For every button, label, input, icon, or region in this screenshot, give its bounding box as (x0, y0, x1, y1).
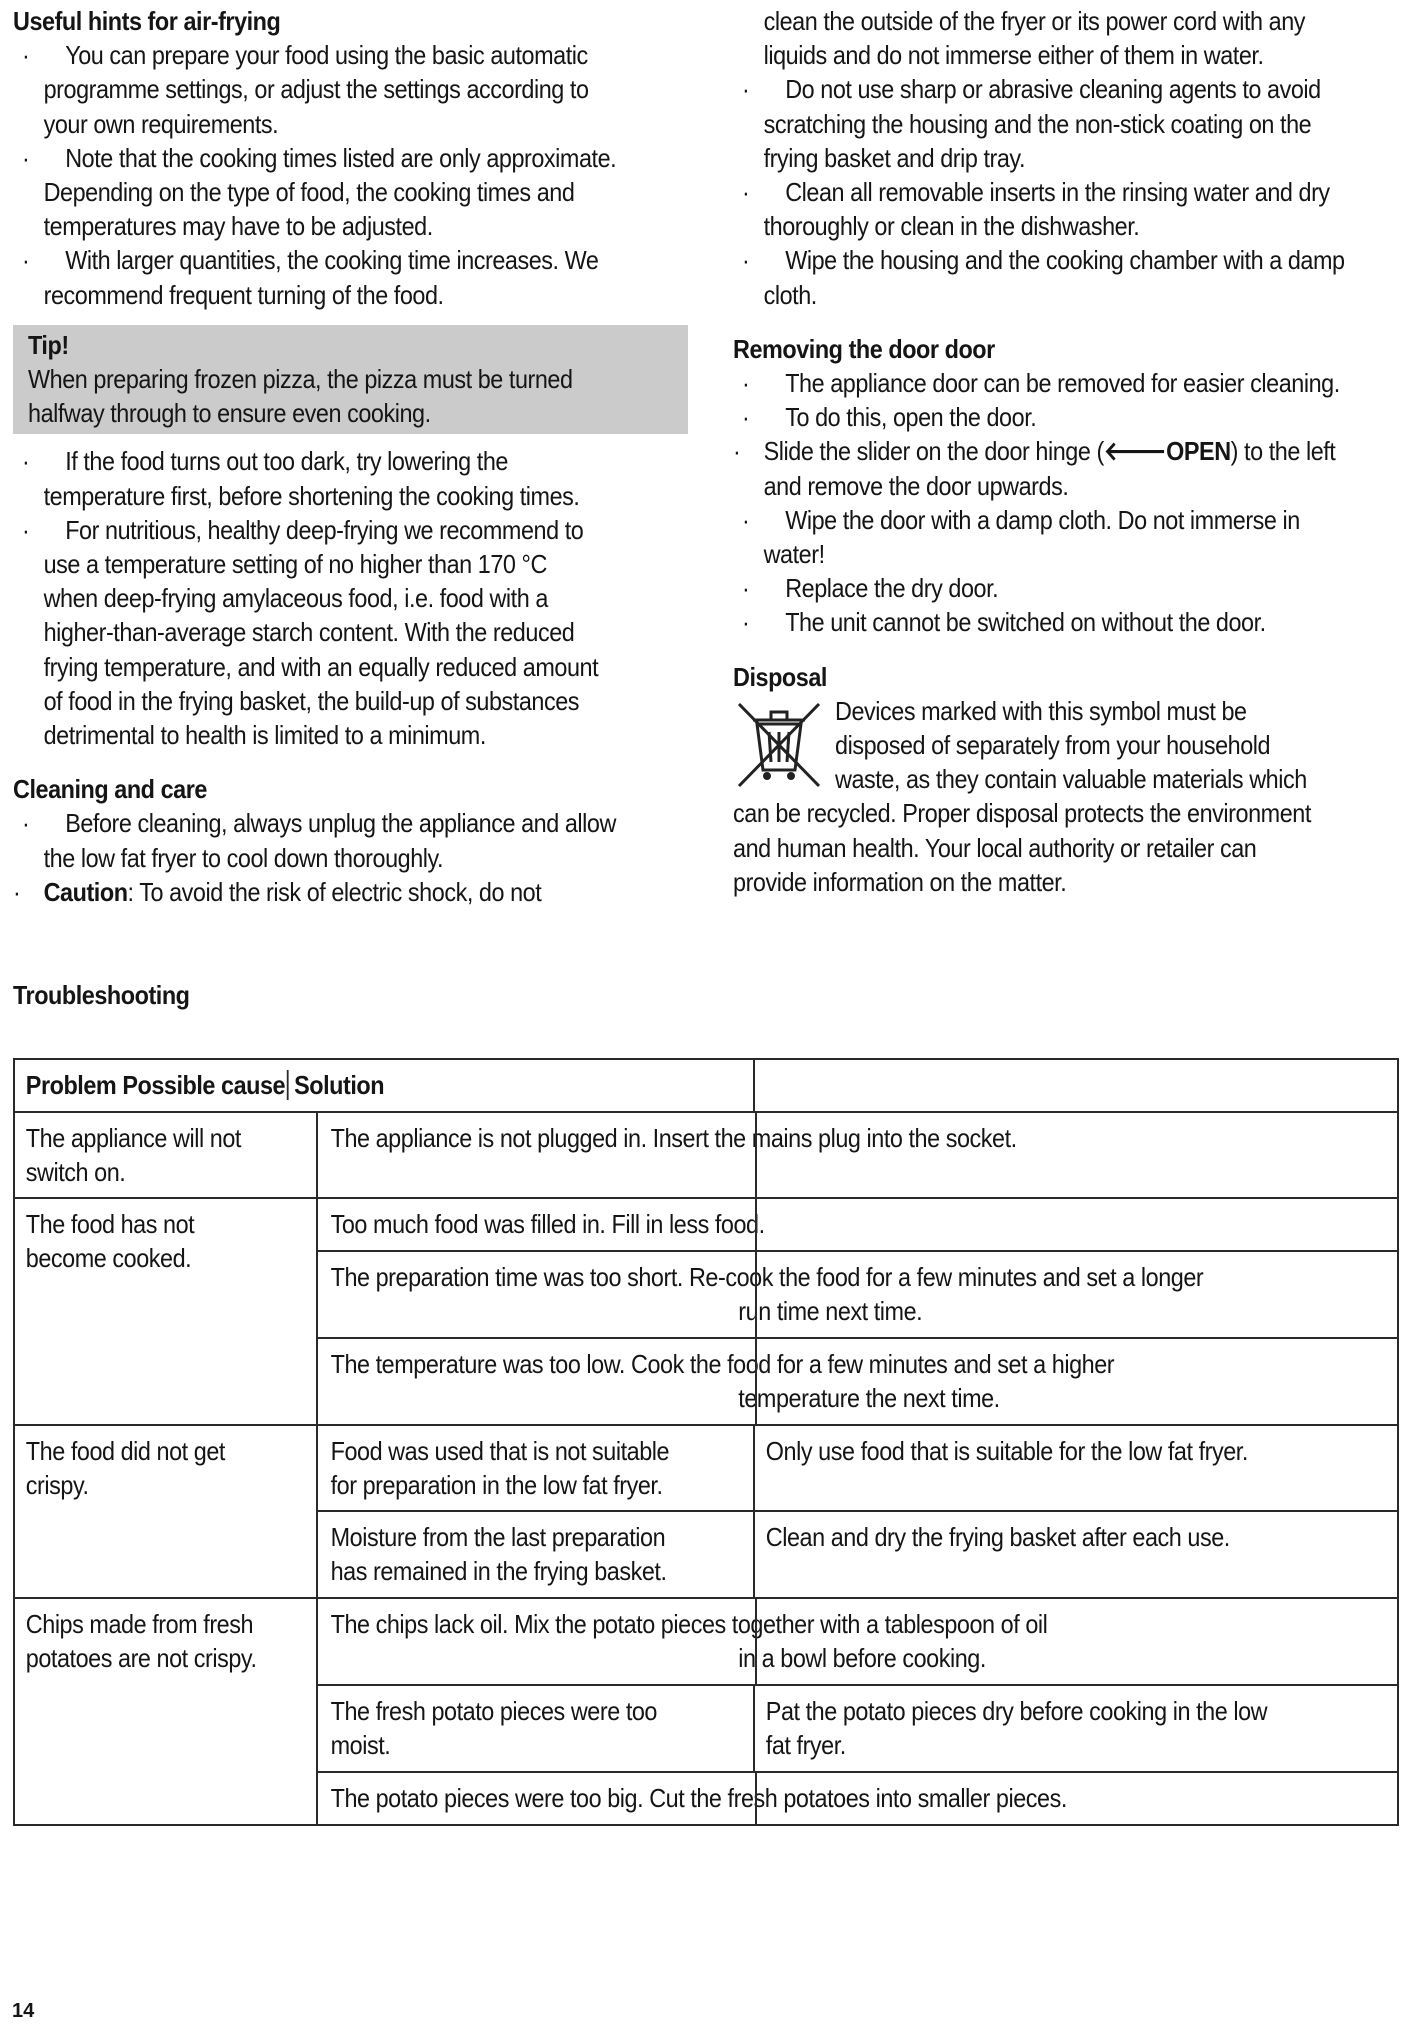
door-item-6: · The unit cannot be switched on without the door. (742, 607, 1266, 638)
table-row: The preparation time was too short. Re-cook the food for a few minutes and set a longer run time next time. (14, 1251, 1398, 1338)
hint-item-2: · Note that the cooking times listed are only approximate. Depending on the type of food, the cooking times and temperatures may have to be adjusted. (22, 142, 617, 242)
door-item-3: · Slide the slider on the door hinge (🡐OPEN) to the left (733, 436, 1336, 467)
tip-label: Tip! (28, 329, 69, 360)
table-row: The potato pieces were too big. Cut the fresh potatoes into smaller pieces. (14, 1772, 1398, 1825)
hint-item-5: · For nutritious, healthy deep-frying we recommend to use a temperature setting of no higher than 170 °C when deep-frying amylaceous food, i.e. food with a higher-than-average starch content. With the reduced frying temperature, and with an equally reduced amount of food in the frying basket, the build-up of substances detrimental to health is limited to a minimum. (22, 514, 599, 751)
arrow-left-icon: 🡐 (1103, 436, 1167, 467)
tip-box: Tip! When preparing frozen pizza, the pizza must be turned halfway through to ensure even cooking. (13, 325, 688, 435)
table-row: The temperature was too low. Cook the food for a few minutes and set a higher temperature the next time. (14, 1338, 1398, 1425)
table-header-row (14, 1059, 1398, 1112)
door-item-5: · Replace the dry door. (742, 573, 999, 604)
left-column (13, 4, 693, 909)
caution-item: · Caution: To avoid the risk of electric shock, do not (13, 876, 542, 907)
troubleshooting-table (13, 1058, 1399, 1826)
hints-heading: Useful hints for air-frying (13, 6, 281, 36)
door-heading: Removing the door door (733, 333, 995, 364)
table-header-empty (754, 1059, 1398, 1112)
table-header-cell: Problem Possible cause Solution (14, 1059, 754, 1112)
right-column: clean the outside of the fryer or its power cord with any liquids and do not immerse either of them in water. · Do not use sharp or abrasive cleaning agents to avoid scratching the housing and the non-stick coating on the frying basket and drip tray. · Clean all removable inserts in the rinsing water and dry thoroughly or clean in the dishwasher. · Wipe the housing and the cooking chamber with a damp cloth. Removing the door door · The appliance door can be removed for easier cleaning. · To do this, open the door. · Slide the slider on the door hinge (🡐OPEN) to the left and remove the door upwards. · Wipe the door with a damp cloth. Do not immerse in water! · Replace the dry door. · The unit cannot be switched on without the door. Disposal Devices marked with this symbol must be disposed of separately from your household waste, as they contain valuable materials which can be recycled. Proper disposal protects the environment and human health. Your local authority or retailer can provide information on the matter. (733, 4, 1408, 899)
crossed-out-bin-icon (733, 698, 825, 790)
table-row: The fresh potato pieces were too moist. Pat the potato pieces dry before cooking in the low fat fryer. (14, 1685, 1398, 1772)
door-item-2: · To do this, open the door. (742, 402, 1037, 433)
clean-item-2: · Do not use sharp or abrasive cleaning agents to avoid scratching the housing and the non-stick coating on the frying basket and drip tray. (742, 74, 1321, 173)
table-row: The food has not become cooked. Too much food was filled in. Fill in less food. (14, 1198, 1398, 1251)
table-row: Moisture from the last preparation has remained in the frying basket. Clean and dry the frying basket after each use. (14, 1511, 1398, 1598)
disposal-block: Devices marked with this symbol must be disposed of separately from your household waste, as they contain valuable materials which can be recycled. Proper disposal protects the environment and human health. Your local authority or retailer can provide information on the matter. (733, 695, 1311, 897)
hint-item-1: · You can prepare your food using the basic automatic programme settings, or adjust the settings according to your own requirements. (22, 40, 589, 139)
cleaning-heading: Cleaning and care (13, 774, 207, 805)
door-item-1: · The appliance door can be removed for easier cleaning. (742, 368, 1340, 399)
clean-item-1: · Before cleaning, always unplug the appliance and allow the low fat fryer to cool down thoroughly. (22, 808, 616, 873)
clean-item-4: · Wipe the housing and the cooking chamber with a damp cloth. (742, 245, 1345, 310)
page-number: 14 (12, 2000, 35, 2022)
clean-item-3: · Clean all removable inserts in the rinsing water and dry thoroughly or clean in the dishwasher. (742, 177, 1330, 242)
disposal-heading: Disposal (733, 661, 827, 692)
hint-item-4: · If the food turns out too dark, try lowering the temperature first, before shortening the cooking times. (22, 446, 580, 511)
table-row: Chips made from fresh potatoes are not crispy. The chips lack oil. Mix the potato pieces together with a tablespoon of oil in a bowl before cooking. (14, 1598, 1398, 1685)
troubleshooting-heading: Troubleshooting (13, 980, 190, 1010)
table-row: The appliance will not switch on. The appliance is not plugged in. Insert the mains plug into the socket. (14, 1112, 1398, 1198)
door-item-4: · Wipe the door with a damp cloth. Do not immerse in water! (742, 504, 1300, 570)
caution-label: Caution (43, 876, 128, 907)
table-row: The food did not get crispy. Food was used that is not suitable for preparation in the low fat fryer. Only use food that is suitable for the low fat fryer. (14, 1425, 1398, 1511)
hint-item-3: · With larger quantities, the cooking time increases. We recommend frequent turning of the food. (22, 245, 599, 310)
